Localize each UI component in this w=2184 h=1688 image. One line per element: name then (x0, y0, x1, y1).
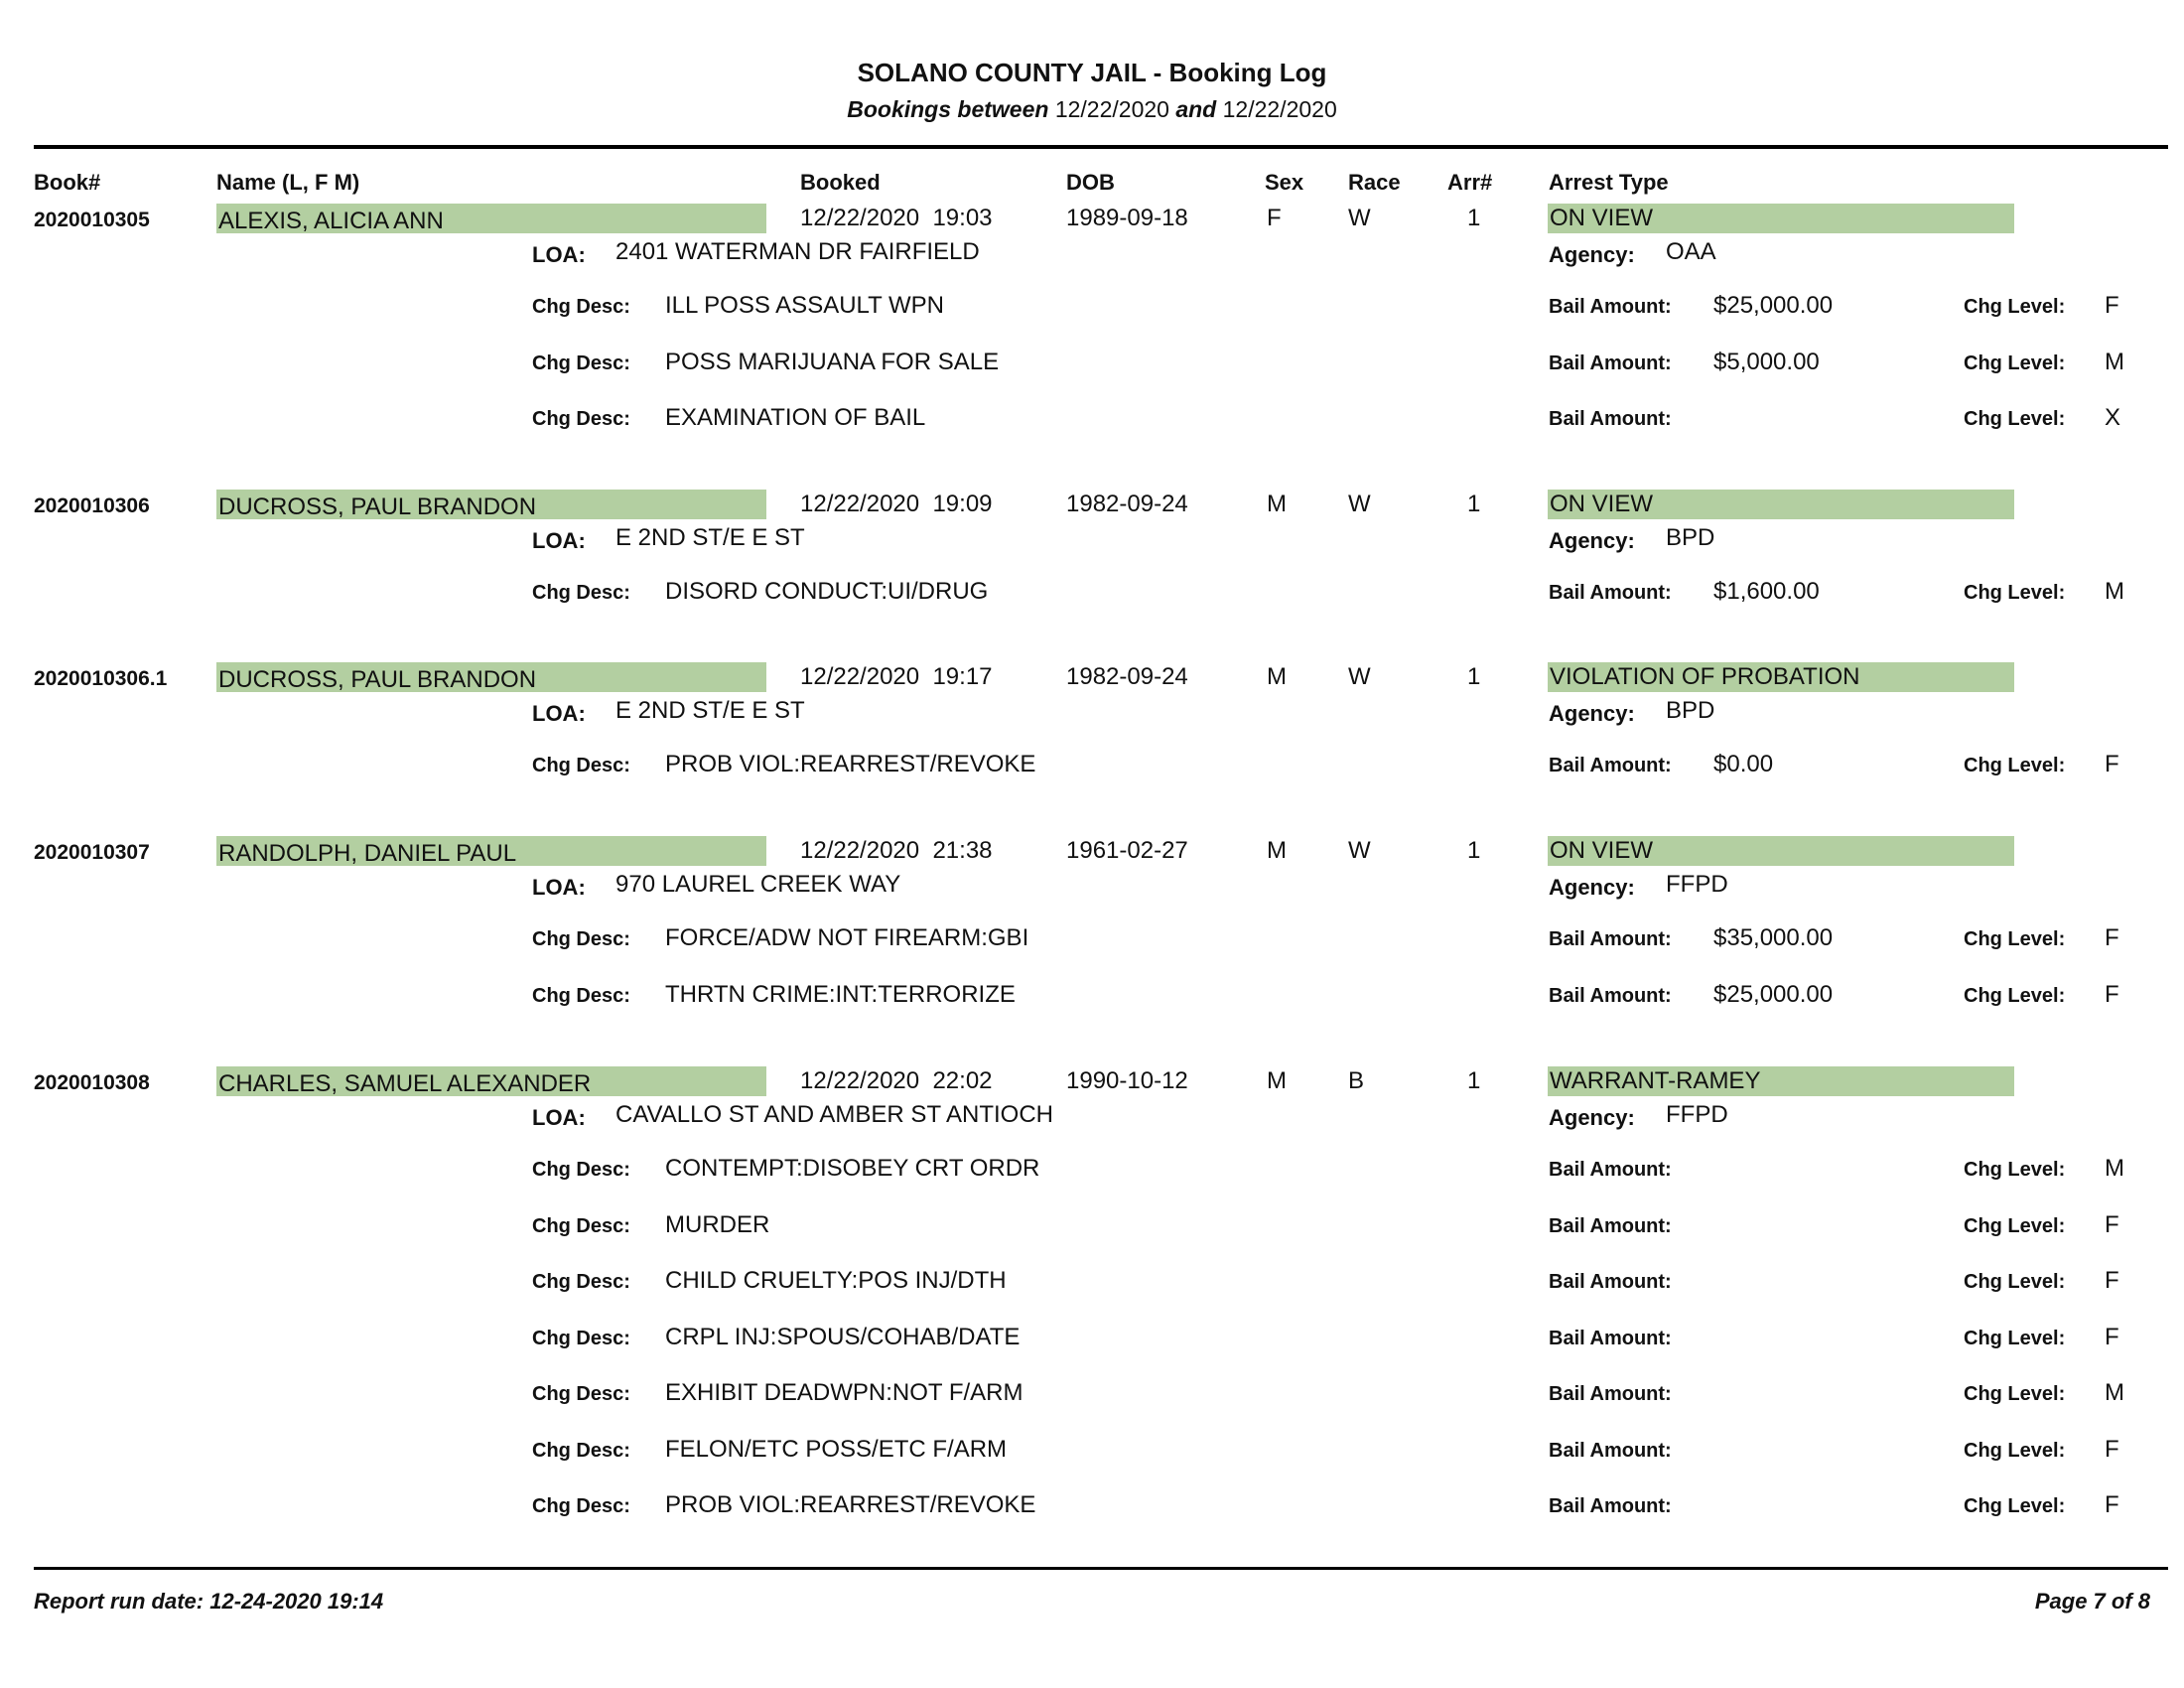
footer-rule (34, 1567, 2168, 1570)
bail-amount-label: Bail Amount: (1549, 984, 1672, 1007)
charge-level: M (2105, 348, 2124, 375)
arrest-type: ON VIEW (1550, 837, 1654, 864)
charge-level: F (2105, 980, 2119, 1008)
book-number: 2020010308 (34, 1071, 150, 1094)
chg-level-label: Chg Level: (1964, 984, 2066, 1007)
subtitle-prefix: Bookings between (847, 96, 1049, 122)
arrest-type: ON VIEW (1550, 205, 1654, 231)
charge-level: F (2105, 1435, 2119, 1463)
charge-description: DISORD CONDUCT:UI/DRUG (665, 578, 989, 605)
agency-value: FFPD (1666, 1101, 1728, 1128)
arrest-type: ON VIEW (1550, 491, 1654, 517)
bail-amount-label: Bail Amount: (1549, 1383, 1672, 1405)
charge-description: CHILD CRUELTY:POS INJ/DTH (665, 1267, 1007, 1294)
charge-description: MURDER (665, 1210, 770, 1238)
agency-value: BPD (1666, 524, 1715, 551)
bail-amount: $5,000.00 (1713, 348, 1820, 375)
race: W (1348, 205, 1371, 231)
agency-label: Agency: (1549, 701, 1635, 726)
subtitle-from-date: 12/22/2020 (1054, 96, 1169, 122)
inmate-name: CHARLES, SAMUEL ALEXANDER (218, 1070, 592, 1097)
loa-value: CAVALLO ST AND AMBER ST ANTIOCH (615, 1101, 1054, 1128)
booked-datetime: 12/22/2020 19:03 (800, 205, 993, 231)
sex: F (1267, 205, 1282, 231)
chg-desc-label: Chg Desc: (532, 1383, 630, 1405)
chg-desc-label: Chg Desc: (532, 1271, 630, 1293)
chg-level-label: Chg Level: (1964, 1383, 2066, 1405)
chg-level-label: Chg Level: (1964, 1271, 2066, 1293)
booked-datetime: 12/22/2020 19:09 (800, 491, 993, 517)
subtitle-to-date: 12/22/2020 (1222, 96, 1337, 122)
arrest-number: 1 (1467, 491, 1481, 517)
agency-label: Agency: (1549, 242, 1635, 267)
report-subtitle (0, 96, 2184, 123)
sex: M (1267, 837, 1287, 864)
col-header-booked: Booked (800, 170, 881, 195)
arrest-number: 1 (1467, 837, 1481, 864)
charge-level: M (2105, 1155, 2124, 1182)
col-header-race: Race (1348, 170, 1401, 195)
col-header-arrest-type: Arrest Type (1549, 170, 1669, 195)
loa-value: 970 LAUREL CREEK WAY (615, 871, 901, 898)
bail-amount: $25,000.00 (1713, 980, 1834, 1008)
charge-level: X (2105, 404, 2121, 431)
charge-level: F (2105, 1210, 2119, 1238)
arrest-type: VIOLATION OF PROBATION (1550, 663, 1860, 690)
chg-desc-label: Chg Desc: (532, 984, 630, 1007)
race: W (1348, 491, 1371, 517)
bail-amount-label: Bail Amount: (1549, 408, 1672, 430)
loa-value: E 2ND ST/E E ST (615, 697, 805, 724)
page-number: Page 7 of 8 (2034, 1589, 2150, 1614)
loa-label: LOA: (532, 242, 586, 267)
loa-label: LOA: (532, 875, 586, 900)
chg-desc-label: Chg Desc: (532, 1439, 630, 1462)
book-number: 2020010305 (34, 209, 150, 231)
bail-amount-label: Bail Amount: (1549, 1159, 1672, 1181)
sex: M (1267, 663, 1287, 690)
chg-desc-label: Chg Desc: (532, 296, 630, 318)
chg-desc-label: Chg Desc: (532, 352, 630, 374)
charge-description: EXHIBIT DEADWPN:NOT F/ARM (665, 1379, 1024, 1406)
bail-amount-label: Bail Amount: (1549, 582, 1672, 604)
bail-amount-label: Bail Amount: (1549, 352, 1672, 374)
chg-level-label: Chg Level: (1964, 928, 2066, 950)
sex: M (1267, 1067, 1287, 1094)
subtitle-and: and (1175, 96, 1217, 122)
arrest-type: WARRANT-RAMEY (1550, 1067, 1761, 1094)
race: W (1348, 837, 1371, 864)
col-header-name: Name (L, F M) (216, 170, 360, 195)
charge-description: FELON/ETC POSS/ETC F/ARM (665, 1435, 1008, 1463)
loa-label: LOA: (532, 528, 586, 553)
report-run-date: Report run date: 12-24-2020 19:14 (34, 1589, 384, 1614)
agency-label: Agency: (1549, 528, 1635, 553)
loa-label: LOA: (532, 701, 586, 726)
dob: 1990-10-12 (1066, 1067, 1188, 1094)
charge-description: PROB VIOL:REARREST/REVOKE (665, 1491, 1036, 1518)
chg-desc-label: Chg Desc: (532, 408, 630, 430)
inmate-name: RANDOLPH, DANIEL PAUL (218, 840, 517, 867)
race: B (1348, 1067, 1365, 1094)
chg-desc-label: Chg Desc: (532, 1159, 630, 1181)
col-header-sex: Sex (1265, 170, 1304, 195)
charge-level: F (2105, 751, 2119, 777)
charge-description: THRTN CRIME:INT:TERRORIZE (665, 980, 1016, 1008)
arrest-number: 1 (1467, 663, 1481, 690)
chg-level-label: Chg Level: (1964, 352, 2066, 374)
charge-description: PROB VIOL:REARREST/REVOKE (665, 751, 1036, 777)
race: W (1348, 663, 1371, 690)
chg-desc-label: Chg Desc: (532, 1327, 630, 1349)
header-rule (34, 145, 2168, 149)
inmate-name: DUCROSS, PAUL BRANDON (218, 493, 537, 520)
chg-level-label: Chg Level: (1964, 1159, 2066, 1181)
dob: 1989-09-18 (1066, 205, 1188, 231)
dob: 1982-09-24 (1066, 663, 1188, 690)
agency-label: Agency: (1549, 875, 1635, 900)
booked-datetime: 12/22/2020 19:17 (800, 663, 993, 690)
charge-description: POSS MARIJUANA FOR SALE (665, 348, 1000, 375)
bail-amount: $35,000.00 (1713, 924, 1834, 951)
bail-amount-label: Bail Amount: (1549, 1271, 1672, 1293)
agency-value: BPD (1666, 697, 1715, 724)
charge-level: M (2105, 578, 2124, 605)
charge-level: F (2105, 1491, 2119, 1518)
charge-level: F (2105, 292, 2119, 319)
bail-amount-label: Bail Amount: (1549, 755, 1672, 776)
dob: 1982-09-24 (1066, 491, 1188, 517)
book-number: 2020010306 (34, 494, 150, 517)
col-header-book: Book# (34, 170, 101, 195)
bail-amount-label: Bail Amount: (1549, 928, 1672, 950)
chg-desc-label: Chg Desc: (532, 582, 630, 604)
charge-description: EXAMINATION OF BAIL (665, 404, 926, 431)
charge-description: FORCE/ADW NOT FIREARM:GBI (665, 924, 1029, 951)
chg-desc-label: Chg Desc: (532, 928, 630, 950)
charge-level: F (2105, 1267, 2119, 1294)
chg-level-label: Chg Level: (1964, 1439, 2066, 1462)
chg-desc-label: Chg Desc: (532, 1214, 630, 1237)
loa-label: LOA: (532, 1105, 586, 1130)
chg-level-label: Chg Level: (1964, 755, 2066, 776)
inmate-name: DUCROSS, PAUL BRANDON (218, 666, 537, 693)
bail-amount-label: Bail Amount: (1549, 1327, 1672, 1349)
arrest-number: 1 (1467, 1067, 1481, 1094)
bail-amount-label: Bail Amount: (1549, 1214, 1672, 1237)
sex: M (1267, 491, 1287, 517)
chg-desc-label: Chg Desc: (532, 755, 630, 776)
dob: 1961-02-27 (1066, 837, 1188, 864)
bail-amount: $1,600.00 (1713, 578, 1820, 605)
book-number: 2020010306.1 (34, 667, 168, 690)
chg-level-label: Chg Level: (1964, 1327, 2066, 1349)
bail-amount: $25,000.00 (1713, 292, 1834, 319)
chg-level-label: Chg Level: (1964, 1495, 2066, 1517)
book-number: 2020010307 (34, 841, 150, 864)
chg-level-label: Chg Level: (1964, 582, 2066, 604)
booked-datetime: 12/22/2020 21:38 (800, 837, 993, 864)
charge-level: M (2105, 1379, 2124, 1406)
agency-label: Agency: (1549, 1105, 1635, 1130)
bail-amount-label: Bail Amount: (1549, 296, 1672, 318)
arrest-number: 1 (1467, 205, 1481, 231)
agency-value: FFPD (1666, 871, 1728, 898)
agency-value: OAA (1666, 238, 1716, 265)
chg-level-label: Chg Level: (1964, 408, 2066, 430)
inmate-name: ALEXIS, ALICIA ANN (218, 208, 444, 234)
charge-description: ILL POSS ASSAULT WPN (665, 292, 944, 319)
chg-level-label: Chg Level: (1964, 296, 2066, 318)
chg-desc-label: Chg Desc: (532, 1495, 630, 1517)
bail-amount-label: Bail Amount: (1549, 1495, 1672, 1517)
chg-level-label: Chg Level: (1964, 1214, 2066, 1237)
charge-level: F (2105, 924, 2119, 951)
loa-value: E 2ND ST/E E ST (615, 524, 805, 551)
loa-value: 2401 WATERMAN DR FAIRFIELD (615, 238, 980, 265)
charge-description: CONTEMPT:DISOBEY CRT ORDR (665, 1155, 1040, 1182)
charge-description: CRPL INJ:SPOUS/COHAB/DATE (665, 1323, 1021, 1350)
col-header-arr: Arr# (1447, 170, 1493, 195)
bail-amount: $0.00 (1713, 751, 1774, 777)
col-header-dob: DOB (1066, 170, 1115, 195)
report-title: SOLANO COUNTY JAIL - Booking Log (857, 58, 1327, 87)
booked-datetime: 12/22/2020 22:02 (800, 1067, 993, 1094)
bail-amount-label: Bail Amount: (1549, 1439, 1672, 1462)
charge-level: F (2105, 1323, 2119, 1350)
